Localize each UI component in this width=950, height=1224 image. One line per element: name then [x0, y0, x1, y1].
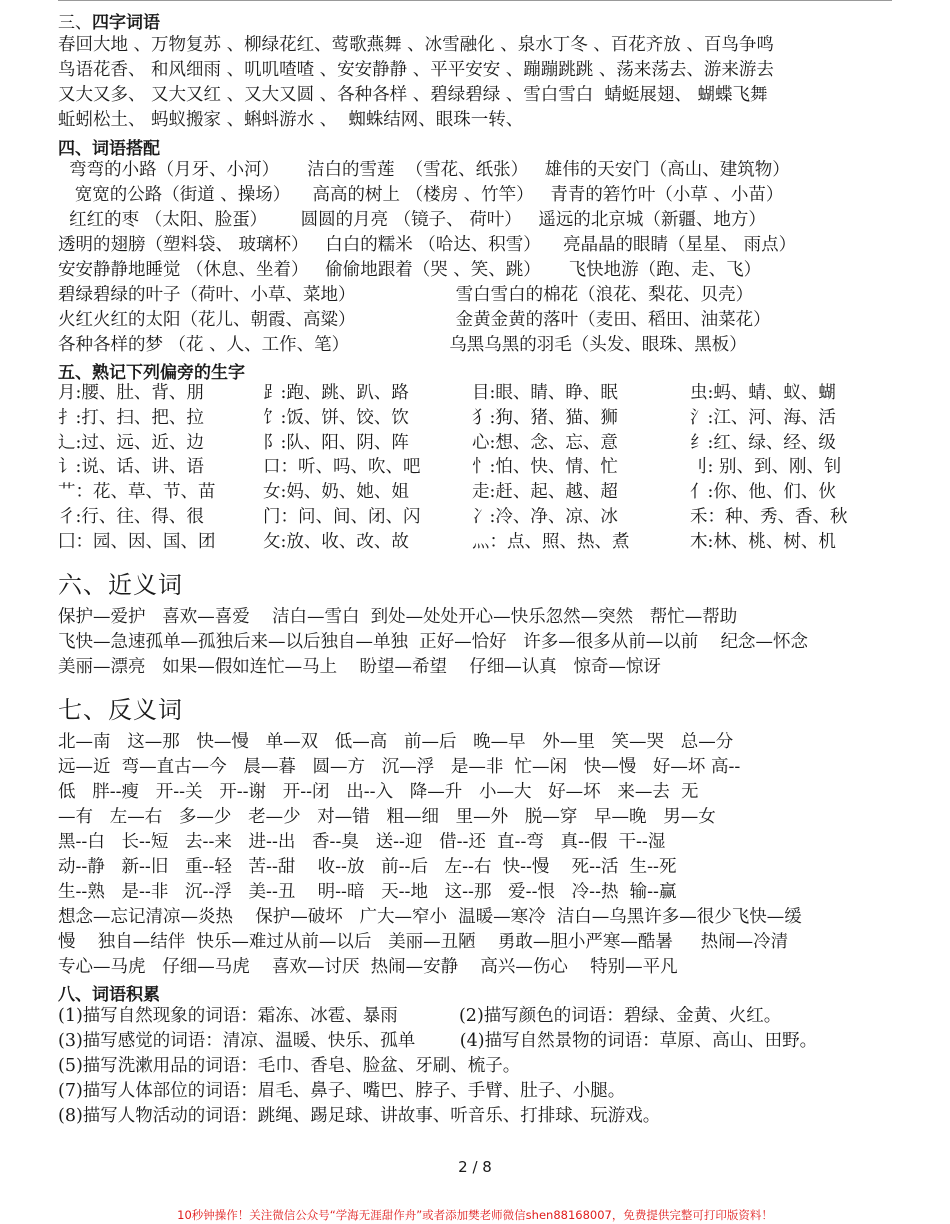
radical-cell: 刂: 别、到、刚、钊 [690, 457, 842, 478]
s4-line-1: 弯弯的小路（月牙、小河） 洁白的雪莲 （雪花、纸张） 雄伟的天安门（高山、建筑物） [58, 160, 790, 180]
radical-cell: 禾：种、秀、香、秋 [690, 507, 848, 527]
radical-cell: 氵:江、河、海、活 [690, 407, 836, 428]
s4-line-4: 透明的翅膀（塑料袋、 玻璃杯） 白白的糯米 （哈达、积雪） 亮晶晶的眼睛（星星、 雨点） [58, 235, 797, 255]
radical-cell: 目:眼、睛、睁、眠 [472, 383, 618, 403]
radical-cell: 心:想、念、忘、意 [472, 432, 618, 453]
s7-line-4: —有 左—右 多—少 老—少 对—错 粗—细 里—外 脱—穿 早—晚 男—女 [58, 807, 716, 827]
radical-cell: 彳:行、往、得、很 [58, 507, 204, 527]
radical-cell: 囗：园、因、国、团 [58, 531, 216, 552]
radical-cell: 攵:放、收、改、故 [263, 531, 409, 552]
s6-line-2: 飞快—急速孤单—孤独后来—以后独自—单独 正好—恰好 许多—很多从前—以前 纪念—怀念 [58, 632, 809, 652]
radical-cell: 艹：花、草、节、苗 [58, 482, 216, 503]
radical-cell: 亻:你、他、们、伙 [690, 482, 836, 503]
promo-note: 10秒钟操作！关注微信公众号“学海无涯甜作舟”或者添加樊老师微信shen88168007，免费提供完整可打印版资料！ [177, 1208, 773, 1222]
section-3-title: 四字词语 [92, 13, 160, 33]
section-6-heading: 六、近义词 [58, 571, 183, 599]
s4-line-8: 各种各样的梦 （花 、人、工作、笔） 乌黑乌黑的羽毛（头发、眼珠、黑板） [58, 335, 747, 355]
section-7-heading: 七、反义词 [58, 696, 183, 724]
radical-cell: 女:妈、奶、她、姐 [263, 482, 409, 503]
radical-cell: 走:赶、起、越、超 [472, 482, 618, 503]
s8-line-3: (5)描写洗漱用品的词语：毛巾、香皂、脸盆、牙刷、梳子。 [58, 1056, 521, 1076]
page-number: 2 / 8 [458, 1158, 492, 1176]
s4-line-5: 安安静静地睡觉 （休息、坐着） 偷偷地跟着（哭 、笑、跳） 飞快地游（跑、走、飞） [58, 260, 762, 280]
top-rule [58, 0, 892, 1]
s3-line-3: 又大又多、 又大又红 、又大又圆 、各种各样 、碧绿碧绿 、雪白雪白 蜻蜓展翅、 蝴蝶飞舞 [58, 85, 768, 105]
radical-cell: 虫:蚂、蜻、蚁、蝴 [690, 383, 836, 403]
section-5-heading: 五、熟记下列偏旁的生字 [58, 363, 245, 383]
s8-line-2: (3)描写感觉的词语：清凉、温暖、快乐、孤单 (4)描写自然景物的词语：草原、高山、田野。 [58, 1031, 818, 1051]
radical-cell: 犭:狗、猪、猫、狮 [472, 407, 618, 428]
s4-line-2: 宽宽的公路（街道 、操场） 高高的树上 （楼房 、竹竿） 青青的箬竹叶（小草 、小苗） [58, 185, 784, 205]
radical-cell: 辶:过、远、近、边 [58, 432, 204, 453]
radical-cell: 扌:打、扫、把、拉 [58, 407, 204, 428]
radical-cell: 阝:队、阳、阴、阵 [263, 432, 409, 453]
radical-cell: 冫:冷、净、凉、冰 [472, 507, 618, 527]
s7-line-8: 想念—忘记清凉—炎热 保护—破坏 广大—窄小 温暖—寒冷 洁白—乌黑许多—很少飞快—缓 [58, 907, 802, 927]
section-3-prefix: 三、 [58, 13, 92, 33]
s3-line-1: 春回大地 、万物复苏 、柳绿花红、莺歌燕舞 、冰雪融化 、泉水丁冬 、百花齐放 、百鸟争鸣 [58, 35, 774, 55]
s7-line-3: 低 胖--瘦 开--关 开--谢 开--闭 出--入 降—升 小—大 好—坏 来—去 无 [58, 782, 699, 802]
s7-line-6: 动--静 新--旧 重--轻 苦--甜 收--放 前--后 左--右 快--慢 死--活 生--死 [58, 857, 677, 877]
s4-line-3: 红红的枣 （太阳、脸蛋） 圆圆的月亮 （镜子、 荷叶） 遥远的北京城（新疆、地方） [58, 210, 766, 230]
s3-line-4: 蚯蚓松土、 蚂蚁搬家 、蝌蚪游水 、 蜘蛛结网、眼珠一转、 [58, 110, 524, 130]
s6-line-3: 美丽—漂亮 如果—假如连忙—马上 盼望—希望 仔细—认真 惊奇—惊讶 [58, 657, 661, 677]
radical-cell: 口：听、吗、吹、吧 [263, 457, 421, 478]
radical-cell: 门：问、间、闭、闪 [263, 507, 421, 527]
s7-line-5: 黑--白 长--短 去--来 进--出 香--臭 送--迎 借--还 直--弯 真--假 干--湿 [58, 832, 666, 852]
s8-line-1: (1)描写自然现象的词语：霜冻、冰雹、暴雨 (2)描写颜色的词语：碧绿、金黄、火红。 [58, 1006, 782, 1026]
s7-line-9: 慢 独自—结伴 快乐—难过从前—以后 美丽—丑陋 勇敢—胆小严寒—酷暑 热闹—冷清 [58, 932, 789, 952]
s7-line-10: 专心—马虎 仔细—马虎 喜欢—讨厌 热闹—安静 高兴—伤心 特别—平凡 [58, 957, 678, 977]
s7-line-1: 北—南 这—那 快—慢 单—双 低—高 前—后 晚—早 外—里 笑—哭 总—分 [58, 732, 734, 752]
radical-cell: 讠:说、话、讲、语 [58, 457, 204, 478]
s4-line-7: 火红火红的太阳（花儿、朝霞、高粱） 金黄金黄的落叶（麦田、稻田、油菜花） [58, 310, 771, 330]
section-4-heading: 四、词语搭配 [58, 139, 160, 159]
radical-cell: 纟:红、绿、经、级 [690, 432, 836, 453]
s3-line-2: 鸟语花香、 和风细雨 、叽叽喳喳 、安安静静 、平平安安 、蹦蹦跳跳 、荡来荡去、游来游去 [58, 60, 774, 80]
section-3-heading [58, 8, 160, 33]
s4-line-6: 碧绿碧绿的叶子（荷叶、小草、菜地） 雪白雪白的棉花（浪花、梨花、贝壳） [58, 285, 754, 305]
section-8-heading: 八、词语积累 [58, 985, 160, 1005]
radical-cell: 木:林、桃、树、机 [690, 531, 836, 552]
radical-cell: 忄:怕、快、情、忙 [472, 457, 618, 478]
radical-cell: 灬：点、照、热、煮 [472, 531, 630, 552]
s6-line-1: 保护—爱护 喜欢—喜爱 洁白—雪白 到处—处处开心—快乐忽然—突然 帮忙—帮助 [58, 607, 738, 627]
radical-cell: 月:腰、肚、背、朋 [58, 383, 204, 403]
s8-line-4: (7)描写人体部位的词语：眉毛、鼻子、嘴巴、脖子、手臂、肚子、小腿。 [58, 1081, 626, 1101]
s7-line-2: 远—近 弯—直古—今 晨—暮 圆—方 沉—浮 是—非 忙—闲 快—慢 好—坏 高-- [58, 757, 741, 777]
radical-cell: 饣:饭、饼、饺、饮 [263, 407, 409, 428]
s8-line-5: (8)描写人物活动的词语：跳绳、踢足球、讲故事、听音乐、打排球、玩游戏。 [58, 1106, 661, 1126]
s7-line-7: 生--熟 是--非 沉--浮 美--丑 明--暗 天--地 这--那 爱--恨 冷--热 输--赢 [58, 882, 677, 902]
radical-cell: ⻊:跑、跳、趴、路 [263, 383, 409, 403]
